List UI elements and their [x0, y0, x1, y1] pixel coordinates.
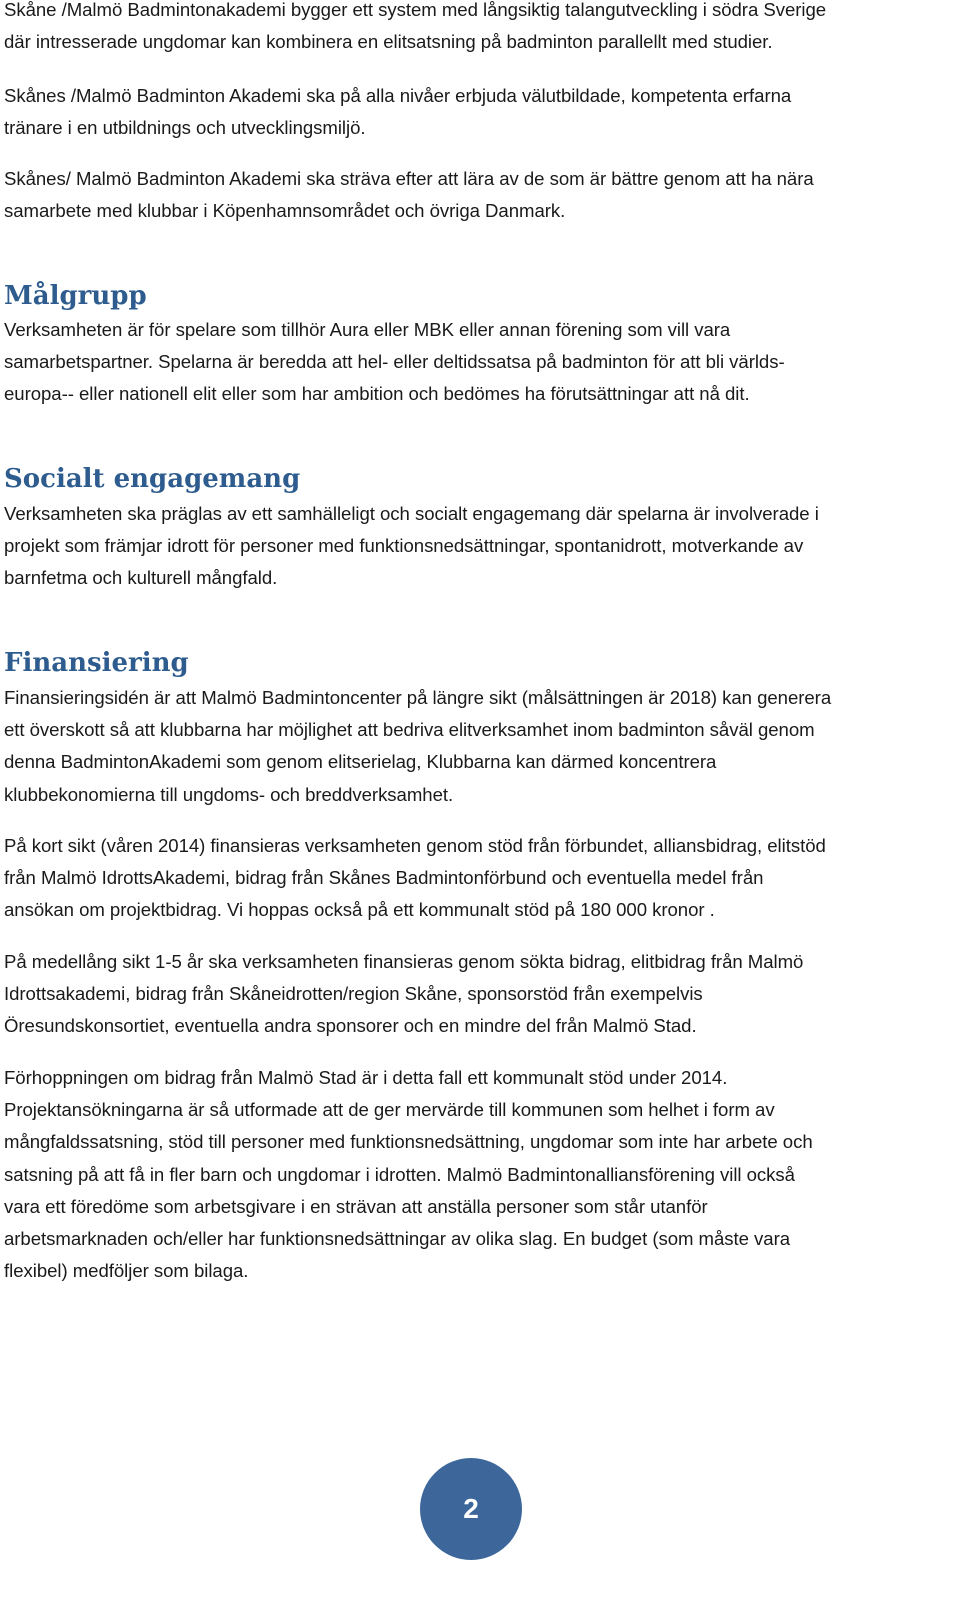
finansiering-paragraph-2: På kort sikt (våren 2014) finansieras verksamheten genom stöd från förbundet, alliansbidrag, elitstöd från Malmö IdrottsAkademi, bidrag från Skånes Badmintonförbund och eventuella medel från ansökan om projektbidrag. Vi hoppas också på ett kommunalt stöd på 180 000 kronor .	[4, 835, 826, 921]
heading-malgrupp: Målgrupp	[4, 281, 147, 311]
malgrupp-paragraph: Verksamheten är för spelare som tillhör Aura eller MBK eller annan förening som vill vara samarbetspartner. Spelarna är beredda att hel- eller deltidssatsa på badminton för att bli världs- europa-- eller nationell elit eller som har ambition och bedömes ha förutsättningar att nå dit.	[4, 319, 785, 405]
heading-socialt-engagemang: Socialt engagemang	[4, 464, 301, 494]
intro-paragraph-3: Skånes/ Malmö Badminton Akademi ska sträva efter att lära av de som är bättre genom att ha nära samarbete med klubbar i Köpenhamnsområdet och övriga Danmark.	[4, 168, 814, 222]
socialt-paragraph: Verksamheten ska präglas av ett samhälleligt och socialt engagemang där spelarna är involverade i projekt som främjar idrott för personer med funktionsnedsättningar, spontanidrott, motverkande av barnfetma och kulturell mångfald.	[4, 503, 819, 589]
finansiering-paragraph-1: Finansieringsidén är att Malmö Badmintoncenter på längre sikt (målsättningen är 2018) kan generera ett överskott så att klubbarna har möjlighet att bedriva elitverksamhet inom badminton såväl genom denna BadmintonAkademi som genom elitserielag, Klubbarna kan därmed koncentrera klubbekonomierna till ungdoms- och breddverksamhet.	[4, 687, 832, 805]
intro-paragraph-2: Skånes /Malmö Badminton Akademi ska på alla nivåer erbjuda välutbildade, kompetenta erfarna tränare i en utbildnings och utvecklingsmiljö.	[4, 85, 792, 139]
finansiering-paragraph-3: På medellång sikt 1-5 år ska verksamheten finansieras genom sökta bidrag, elitbidrag från Malmö Idrottsakademi, bidrag från Skåneidrotten/region Skåne, sponsorstöd från exempelvis Öresundskonsortiet, eventuella andra sponsorer och en mindre del från Malmö Stad.	[4, 951, 804, 1037]
page-number-badge: 2	[420, 1458, 522, 1560]
finansiering-paragraph-4: Förhoppningen om bidrag från Malmö Stad är i detta fall ett kommunalt stöd under 2014. Projektansökningarna är så utformade att de ger mervärde till kommunen som helhet i form av mångfaldssatsning, stöd till personer med funktionsnedsättning, ungdomar som inte har arbete och satsning på att få in fler barn och ungdomar i idrotten. Malmö Badmintonalliansförening vill också vara ett föredöme som arbetsgivare i en strävan att anställa personer som står utanför arbetsmarknaden och/eller har funktionsnedsättningar av olika slag. En budget (som måste vara flexibel) medföljer som bilaga.	[4, 1067, 813, 1282]
heading-finansiering: Finansiering	[4, 648, 189, 678]
intro-paragraph-1: Skåne /Malmö Badmintonakademi bygger ett system med långsiktig talangutveckling i södra Sverige där intresserade ungdomar kan kombinera en elitsatsning på badminton parallellt med studier.	[4, 0, 827, 53]
